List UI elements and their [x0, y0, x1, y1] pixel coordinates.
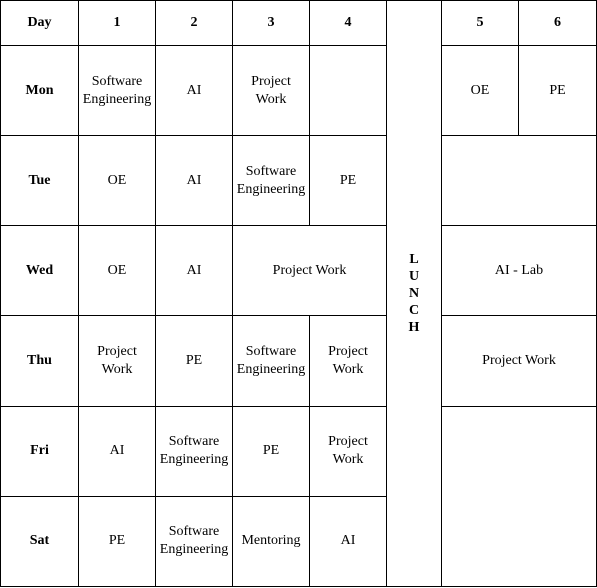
- fri-period-1: AI: [79, 406, 156, 496]
- sat-period-3: Mentoring: [233, 496, 310, 586]
- wed-period-2: AI: [156, 226, 233, 316]
- thu-period-4: Project Work: [310, 316, 387, 406]
- thu-period-5-6: Project Work: [442, 316, 597, 406]
- header-day: Day: [1, 1, 79, 46]
- lunch-label: L U N C H: [408, 252, 420, 335]
- tue-period-2: AI: [156, 136, 233, 226]
- wed-period-1: OE: [79, 226, 156, 316]
- mon-period-5: OE: [442, 46, 519, 136]
- fri-sat-period-5-6: [442, 406, 597, 586]
- wed-period-5-6: AI - Lab: [442, 226, 597, 316]
- fri-period-4: Project Work: [310, 406, 387, 496]
- day-cell-sat: Sat: [1, 496, 79, 586]
- fri-period-3: PE: [233, 406, 310, 496]
- row-mon: [1, 46, 597, 136]
- header-row: [1, 1, 597, 46]
- row-thu: [1, 316, 597, 406]
- sat-period-4: AI: [310, 496, 387, 586]
- mon-period-3: Project Work: [233, 46, 310, 136]
- tue-period-1: OE: [79, 136, 156, 226]
- header-period-4: 4: [310, 1, 387, 46]
- thu-period-1: Project Work: [79, 316, 156, 406]
- mon-period-2: AI: [156, 46, 233, 136]
- tue-period-4: PE: [310, 136, 387, 226]
- header-period-6: 6: [519, 1, 597, 46]
- day-cell-wed: Wed: [1, 226, 79, 316]
- mon-period-1: Software Engineering: [79, 46, 156, 136]
- thu-period-2: PE: [156, 316, 233, 406]
- day-cell-thu: Thu: [1, 316, 79, 406]
- header-period-3: 3: [233, 1, 310, 46]
- wed-period-3-4: Project Work: [233, 226, 387, 316]
- row-fri: [1, 406, 597, 496]
- fri-period-2: Software Engineering: [156, 406, 233, 496]
- mon-period-4: [310, 46, 387, 136]
- sat-period-2: Software Engineering: [156, 496, 233, 586]
- header-period-1: 1: [79, 1, 156, 46]
- sat-period-1: PE: [79, 496, 156, 586]
- row-tue: [1, 136, 597, 226]
- lunch-column: [387, 1, 442, 587]
- day-cell-fri: Fri: [1, 406, 79, 496]
- tue-period-5-6: [442, 136, 597, 226]
- header-period-5: 5: [442, 1, 519, 46]
- mon-period-6: PE: [519, 46, 597, 136]
- row-wed: [1, 226, 597, 316]
- day-cell-tue: Tue: [1, 136, 79, 226]
- day-cell-mon: Mon: [1, 46, 79, 136]
- tue-period-3: Software Engineering: [233, 136, 310, 226]
- thu-period-3: Software Engineering: [233, 316, 310, 406]
- header-period-2: 2: [156, 1, 233, 46]
